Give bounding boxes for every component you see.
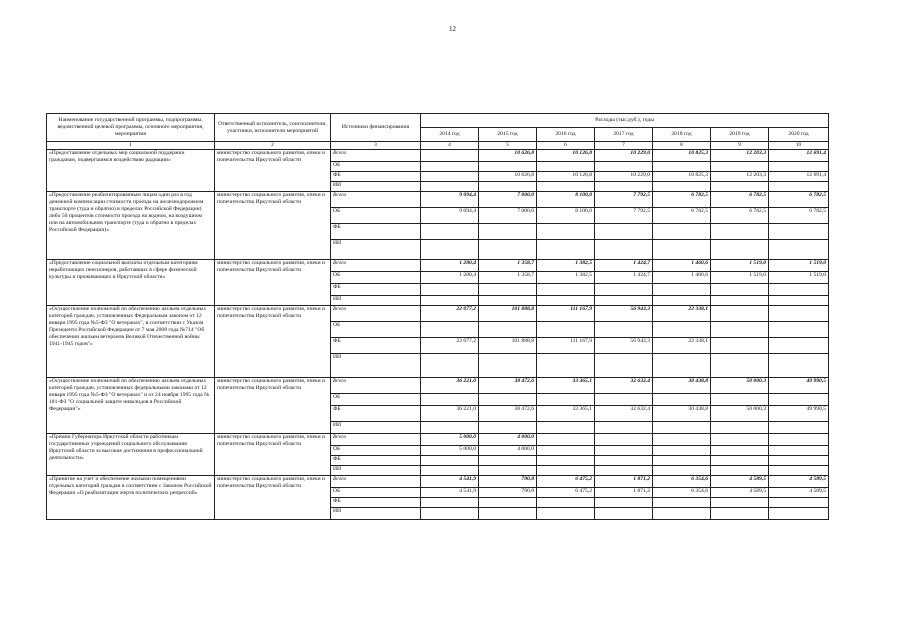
expense-value [653, 456, 711, 466]
expense-value [653, 434, 711, 446]
expense-value [537, 498, 595, 508]
expense-value [595, 466, 653, 476]
funding-source: ИИ [331, 296, 421, 306]
expense-value [595, 240, 653, 260]
funding-source: ИИ [331, 354, 421, 378]
expense-value: 10 825,3 [653, 150, 711, 162]
expense-value [769, 322, 829, 338]
expense-value [711, 306, 769, 322]
expense-value [421, 322, 479, 338]
executor: министерство социального развития, опеки и попечительства Иркутской области [215, 260, 331, 306]
expense-value: 111 167,9 [537, 306, 595, 322]
table-row [47, 192, 829, 208]
expense-value: 22 338,1 [653, 338, 711, 354]
column-number: 9 [711, 142, 769, 150]
expense-value: 101 888,8 [479, 306, 537, 322]
expense-value: 49 990,5 [769, 378, 829, 394]
expense-value [595, 296, 653, 306]
expense-value: 1 519,0 [769, 272, 829, 284]
expense-value [479, 224, 537, 240]
expense-value [421, 508, 479, 520]
expense-value: 8 100,0 [537, 192, 595, 208]
expense-value: 790,8 [479, 488, 537, 498]
program-name: «Предоставление реабилитированным лицам один раз в год денежной компенсации стоимости проезда на железнодорожном транспорте (туда и обратно) в пределах Российской Федерации) либо 50 процентов стоимости проезда на водном, на воздушном или на автомобильном транспорте (туда и обратно в пределах Российской Федерации)» [47, 192, 215, 260]
funding-source: Всего [331, 192, 421, 208]
expense-value [711, 456, 769, 466]
funding-source: ФБ [331, 224, 421, 240]
header-name: Наименование государственной программы, подпрограммы, ведомственной целевой программы, основного мероприятия, мероприятия [47, 114, 215, 142]
expense-value [769, 446, 829, 456]
expense-value [595, 446, 653, 456]
expense-value: 12 691,4 [769, 172, 829, 182]
expense-value [421, 354, 479, 378]
expense-value [711, 394, 769, 406]
column-number: 2 [215, 142, 331, 150]
funding-source: ФБ [331, 456, 421, 466]
expense-value: 4 589,5 [769, 488, 829, 498]
expense-value: 49 990,5 [769, 406, 829, 422]
expense-value [595, 162, 653, 172]
header-year: 2014 год [421, 128, 479, 142]
expense-value: 6 475,2 [537, 476, 595, 488]
funding-source: ОБ [331, 162, 421, 172]
expense-value [421, 182, 479, 192]
expense-value: 56 943,3 [595, 306, 653, 322]
expense-value [711, 466, 769, 476]
program-name: «Осуществление полномочий по обеспечению жильем отдельных категорий граждан, установленных федеральными законами от 12 января 1995 года №5-ФЗ "О ветеранах" и от 24 ноября 1995 года № 181-ФЗ "О социальной защите инвалидов в Российской Федерации"» [47, 378, 215, 434]
expense-value: 4 000,0 [479, 446, 537, 456]
executor: министерство социального развития, опеки и попечительства Иркутской области [215, 192, 331, 260]
program-name: «Осуществление полномочий по обеспечению жильем отдельных категорий граждан, установленных Федеральным законом от 12 января 1995 года №5-ФЗ "О ветеранах", в соответствии с Указом Президента Российской Федерации от 7 мая 2008 года №714 "Об обеспечении жильем ветеранов Великой Отечественной войны 1941-1945 годов"» [47, 306, 215, 378]
expense-value: 10 229,0 [595, 150, 653, 162]
expense-value: 10 126,8 [537, 150, 595, 162]
expense-value [537, 296, 595, 306]
expense-value [711, 338, 769, 354]
funding-source: ОБ [331, 322, 421, 338]
expense-value [479, 498, 537, 508]
expense-value: 5 000,0 [421, 434, 479, 446]
expense-value [711, 162, 769, 172]
expense-value: 6 354,6 [653, 488, 711, 498]
expense-value: 1 519,0 [769, 260, 829, 272]
funding-source: Всего [331, 434, 421, 446]
expense-value: 9 094,4 [421, 192, 479, 208]
expense-value: 30 438,8 [653, 378, 711, 394]
expense-value [421, 150, 479, 162]
expense-value: 12 691,4 [769, 150, 829, 162]
expense-value: 33 365,1 [537, 378, 595, 394]
funding-source: ОБ [331, 488, 421, 498]
expense-value [595, 224, 653, 240]
funding-source: ФБ [331, 498, 421, 508]
expense-value [595, 284, 653, 296]
expense-value [711, 446, 769, 456]
expense-value: 6 782,5 [769, 208, 829, 224]
funding-source: ФБ [331, 172, 421, 182]
expense-value [537, 162, 595, 172]
expense-value [421, 296, 479, 306]
expense-value [479, 240, 537, 260]
expense-value [595, 322, 653, 338]
budget-table [46, 113, 829, 520]
funding-source: Всего [331, 378, 421, 394]
expense-value: 4 589,5 [711, 476, 769, 488]
expense-value: 32 632,4 [595, 406, 653, 422]
funding-source: ФБ [331, 338, 421, 354]
expense-value [595, 456, 653, 466]
expense-value [711, 508, 769, 520]
expense-value [595, 508, 653, 520]
expense-value [421, 162, 479, 172]
table-row [47, 434, 829, 446]
expense-value: 1 519,0 [711, 272, 769, 284]
funding-source: ОБ [331, 272, 421, 284]
funding-source: Всего [331, 150, 421, 162]
table-row [47, 260, 829, 272]
expense-value [769, 306, 829, 322]
header-year: 2020 год [769, 128, 829, 142]
expense-value [479, 354, 537, 378]
expense-value: 22 077,2 [421, 306, 479, 322]
expense-value: 4 541,9 [421, 476, 479, 488]
expense-value [595, 354, 653, 378]
expense-value [595, 422, 653, 434]
expense-value: 10 626,8 [479, 172, 537, 182]
expense-value [653, 162, 711, 172]
expense-value [537, 466, 595, 476]
expense-value [479, 296, 537, 306]
expense-value [769, 498, 829, 508]
expense-value: 50 000,3 [711, 406, 769, 422]
funding-source: Всего [331, 306, 421, 322]
expense-value: 56 943,3 [595, 338, 653, 354]
expense-value [711, 434, 769, 446]
expense-value: 50 000,3 [711, 378, 769, 394]
expense-value: 12 203,3 [711, 150, 769, 162]
expense-value [653, 422, 711, 434]
program-name: «Принятие на учет и обеспечение жилыми помещениями отдельных категорий граждан в соответствии с Законом Российской Федерации «О реабилитации жертв политических репрессий» [47, 476, 215, 520]
expense-value [653, 394, 711, 406]
expense-value: 790,8 [479, 476, 537, 488]
expense-value: 1 424,7 [595, 260, 653, 272]
executor: министерство социального развития, опеки и попечительства Иркутской области [215, 476, 331, 520]
expense-value: 22 077,2 [421, 338, 479, 354]
expense-value: 10 825,3 [653, 172, 711, 182]
expense-value [769, 296, 829, 306]
funding-source: ОБ [331, 446, 421, 456]
expense-value [711, 422, 769, 434]
program-name: «Премии Губернатора Иркутской области работникам государственных учреждений социального обслуживания Иркутской области за высокие достижения в профессиональной деятельности» [47, 434, 215, 476]
expense-value [653, 240, 711, 260]
expense-value: 1 358,7 [479, 272, 537, 284]
expense-value [769, 338, 829, 354]
expense-value [421, 498, 479, 508]
expense-value: 32 632,4 [595, 378, 653, 394]
table-row [47, 306, 829, 322]
expense-value [653, 182, 711, 192]
column-number: 4 [421, 142, 479, 150]
expense-value [769, 394, 829, 406]
expense-value: 4 541,9 [421, 488, 479, 498]
expense-value [421, 394, 479, 406]
expense-value: 8 100,0 [537, 208, 595, 224]
expense-value: 111 167,9 [537, 338, 595, 354]
expense-value: 9 094,4 [421, 208, 479, 224]
column-number: 6 [537, 142, 595, 150]
expense-value [537, 508, 595, 520]
executor: министерство социального развития, опеки и попечительства Иркутской области [215, 434, 331, 476]
header-year: 2015 год [479, 128, 537, 142]
expense-value: 38 472,6 [479, 378, 537, 394]
expense-value [537, 456, 595, 466]
expense-value: 101 888,8 [479, 338, 537, 354]
expense-value [537, 422, 595, 434]
funding-source: ИИ [331, 508, 421, 520]
executor: министерство социального развития, опеки и попечительства Иркутской области [215, 378, 331, 434]
expense-value [769, 182, 829, 192]
expense-value [711, 182, 769, 192]
expense-value [595, 394, 653, 406]
expense-value [769, 224, 829, 240]
expense-value [537, 354, 595, 378]
expense-value: 7 792,5 [595, 192, 653, 208]
expense-value: 7 000,0 [479, 192, 537, 208]
expense-value [653, 284, 711, 296]
expense-value [479, 422, 537, 434]
table-row [47, 476, 829, 488]
expense-value [711, 296, 769, 306]
expense-value [595, 498, 653, 508]
header-year: 2018 год [653, 128, 711, 142]
expense-value: 10 229,0 [595, 172, 653, 182]
executor: министерство социального развития, опеки и попечительства Иркутской области [215, 150, 331, 192]
expense-value [421, 422, 479, 434]
expense-value [479, 394, 537, 406]
expense-value [653, 446, 711, 456]
header-year: 2016 год [537, 128, 595, 142]
expense-value [421, 240, 479, 260]
column-number: 5 [479, 142, 537, 150]
expense-value: 4 589,5 [769, 476, 829, 488]
expense-value: 5 000,0 [421, 446, 479, 456]
expense-value [421, 466, 479, 476]
expense-value [479, 162, 537, 172]
expense-value [537, 284, 595, 296]
expense-value: 1 460,6 [653, 272, 711, 284]
expense-value [711, 498, 769, 508]
expense-value: 6 782,5 [653, 192, 711, 208]
funding-source: ФБ [331, 284, 421, 296]
expense-value [421, 172, 479, 182]
expense-value: 6 354,6 [653, 476, 711, 488]
expense-value: 22 338,1 [653, 306, 711, 322]
expense-value: 36 221,0 [421, 406, 479, 422]
expense-value [711, 322, 769, 338]
expense-value: 33 365,1 [537, 406, 595, 422]
expense-value: 1 382,5 [537, 272, 595, 284]
expense-value: 6 782,5 [711, 192, 769, 208]
expense-value [711, 354, 769, 378]
expense-value [537, 224, 595, 240]
expense-value [653, 296, 711, 306]
expense-value [769, 162, 829, 172]
expense-value [421, 284, 479, 296]
header-expenses: Расходы (тыс.руб.), годы [421, 114, 829, 128]
expense-value: 10 626,8 [479, 150, 537, 162]
expense-value [537, 240, 595, 260]
column-number: 8 [653, 142, 711, 150]
expense-value [537, 434, 595, 446]
funding-source: ИИ [331, 182, 421, 192]
funding-source: ФБ [331, 406, 421, 422]
expense-value: 1 280,4 [421, 272, 479, 284]
expense-value: 1 358,7 [479, 260, 537, 272]
expense-value [479, 182, 537, 192]
expense-value [479, 284, 537, 296]
expense-value [711, 224, 769, 240]
expense-value: 1 871,2 [595, 488, 653, 498]
expense-value: 1 460,6 [653, 260, 711, 272]
expense-value [421, 224, 479, 240]
expense-value [537, 182, 595, 192]
expense-value: 38 472,6 [479, 406, 537, 422]
column-number: 7 [595, 142, 653, 150]
expense-value: 36 221,0 [421, 378, 479, 394]
table-row [47, 378, 829, 394]
expense-value [537, 446, 595, 456]
expense-value [653, 498, 711, 508]
expense-value: 12 203,3 [711, 172, 769, 182]
table-row [47, 150, 829, 162]
expense-value [421, 456, 479, 466]
program-name: «Предоставление социальной выплаты отдельным категориям неработающих пенсионеров, работавших в сфере физической культуры и проживающих в Иркутской области» [47, 260, 215, 306]
header-year: 2017 год [595, 128, 653, 142]
executor: министерство социального развития, опеки и попечительства Иркутской области [215, 306, 331, 378]
expense-value [653, 224, 711, 240]
expense-value [479, 466, 537, 476]
expense-value [769, 508, 829, 520]
expense-value [769, 466, 829, 476]
expense-value: 1 519,0 [711, 260, 769, 272]
expense-value: 7 792,5 [595, 208, 653, 224]
expense-value: 6 782,5 [711, 208, 769, 224]
expense-value: 6 782,5 [653, 208, 711, 224]
expense-value [537, 322, 595, 338]
expense-value: 10 126,8 [537, 172, 595, 182]
expense-value: 30 438,8 [653, 406, 711, 422]
expense-value [769, 422, 829, 434]
expense-value [653, 508, 711, 520]
expense-value: 6 475,2 [537, 488, 595, 498]
expense-value: 7 000,0 [479, 208, 537, 224]
expense-value [769, 284, 829, 296]
expense-value [769, 240, 829, 260]
expense-value [595, 182, 653, 192]
expense-value [769, 354, 829, 378]
expense-value [653, 322, 711, 338]
expense-value: 1 871,2 [595, 476, 653, 488]
expense-value: 4 589,5 [711, 488, 769, 498]
funding-source: ИИ [331, 240, 421, 260]
column-number: 3 [331, 142, 421, 150]
expense-value [479, 456, 537, 466]
funding-source: ОБ [331, 394, 421, 406]
funding-source: Всего [331, 476, 421, 488]
program-name: «Предоставление отдельных мер социальной поддержки гражданам, подвергшимся воздействию радиации» [47, 150, 215, 192]
column-number: 10 [769, 142, 829, 150]
funding-source: ОБ [331, 208, 421, 224]
expense-value: 6 782,5 [769, 192, 829, 208]
funding-source: ИИ [331, 466, 421, 476]
header-year: 2019 год [711, 128, 769, 142]
expense-value [653, 466, 711, 476]
expense-value [653, 354, 711, 378]
expense-value [537, 394, 595, 406]
expense-value [479, 322, 537, 338]
funding-source: Всего [331, 260, 421, 272]
funding-source: ИИ [331, 422, 421, 434]
expense-value [769, 456, 829, 466]
expense-value [479, 508, 537, 520]
header-source: Источники финансирования [331, 114, 421, 142]
expense-value [711, 240, 769, 260]
page-number: 12 [449, 25, 456, 33]
expense-value [711, 284, 769, 296]
expense-value: 1 424,7 [595, 272, 653, 284]
expense-value: 1 280,4 [421, 260, 479, 272]
header-executor: Ответственный исполнитель, соисполнители, участники, исполнители мероприятий [215, 114, 331, 142]
column-number: 1 [47, 142, 215, 150]
expense-value: 1 382,5 [537, 260, 595, 272]
expense-value [595, 434, 653, 446]
expense-value [769, 434, 829, 446]
expense-value: 4 000,0 [479, 434, 537, 446]
